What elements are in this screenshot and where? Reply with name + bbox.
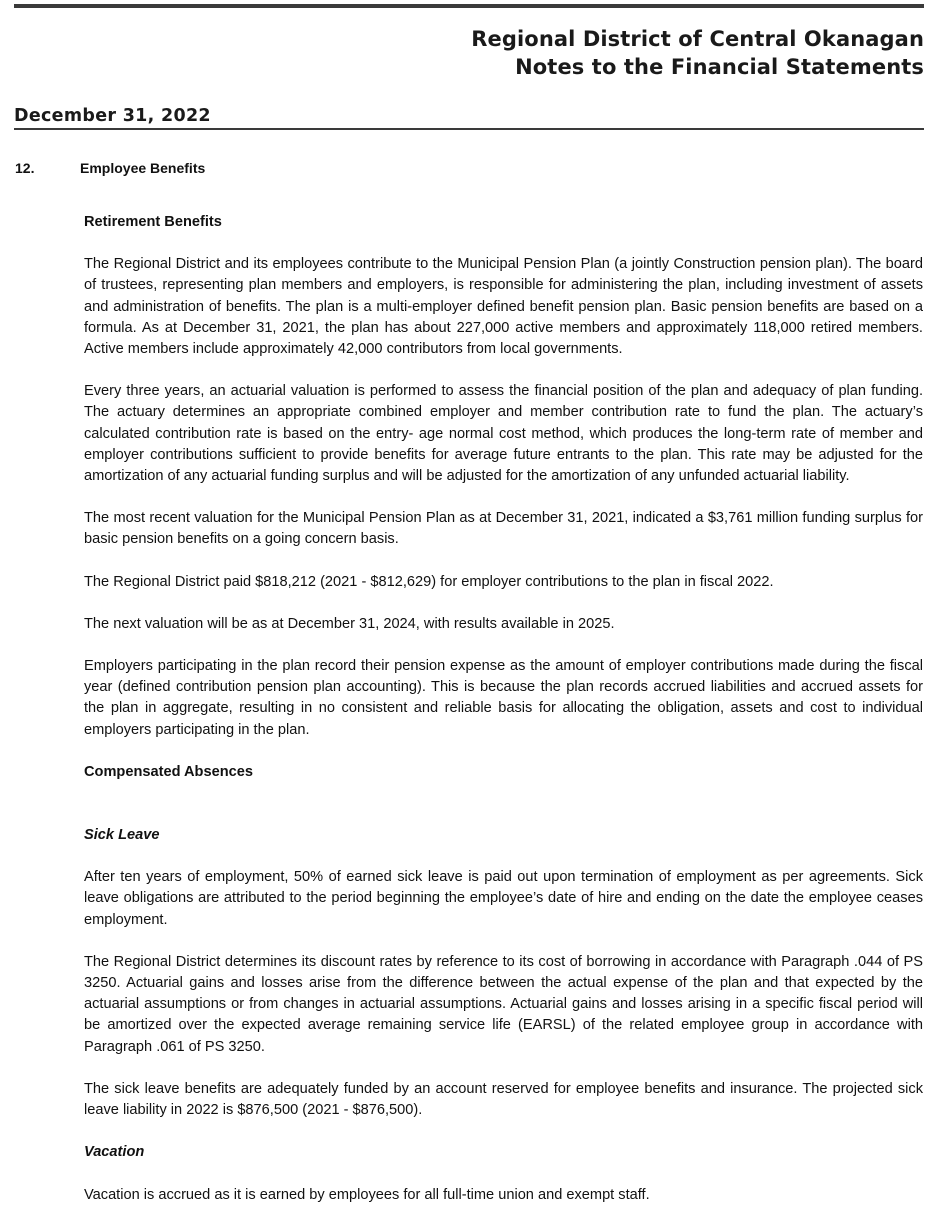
document-title: Notes to the Financial Statements [515,55,924,79]
notes-body [84,212,923,1227]
compensated-absences-heading: Compensated Absences [84,763,253,780]
organization-name: Regional District of Central Okanagan [471,27,924,51]
retirement-paragraph-5: The next valuation will be as at December 31, 2024, with results available in 2025. [84,615,615,632]
retirement-paragraph-3: The most recent valuation for the Municipal Pension Plan as at December 31, 2021, indicated a $3,761 million funding surplus for basic pension benefits on a going concern basis. [84,510,923,548]
section-title: Employee Benefits [80,160,206,176]
sick-leave-paragraph-2: The Regional District determines its discount rates by reference to its cost of borrowing in accordance with Paragraph .044 of PS 3250. Actuarial gains and losses arise from the difference between the actual expense of the plan and that expected by the actuarial assumptions or from changes in actuarial assumptions. Actuarial gains and losses arising in a specific fiscal period will be amortized over the expected average remaining service life (EARSL) of the related employee group in accordance with Paragraph .061 of PS 3250. [84,953,923,1055]
spacer [84,804,923,825]
vacation-heading: Vacation [84,1144,145,1161]
top-rule [14,4,924,8]
section-number: 12. [15,160,35,176]
retirement-benefits-heading: Retirement Benefits [84,214,222,230]
vacation-paragraph-1: Vacation is accrued as it is earned by employees for all full-time union and exempt staff. [84,1186,650,1203]
retirement-paragraph-6: Employers participating in the plan record their pension expense as the amount of employer contributions made during the fiscal year (defined contribution pension plan accounting). This is because the plan records accrued liabilities and accrued assets for the plan in aggregate, resulting in no consistent and reliable basis for allocating the obligation, assets and cost to individual employers participating in the plan. [84,658,923,738]
sick-leave-paragraph-1: After ten years of employment, 50% of earned sick leave is paid out upon termination of employment as per agreements. Sick leave obligations are attributed to the period beginning the employee’s date of hire and ending on the date the employee ceases employment. [84,869,923,928]
document-header [471,25,924,81]
retirement-paragraph-2: Every three years, an actuarial valuation is performed to assess the financial position of the plan and adequacy of plan funding. The actuary determines an appropriate combined employer and member contribution rate to fund the plan. The actuary’s calculated contribution rate is based on the entry- age normal cost method, which produces the long-term rate of member and employer contributions sufficient to provide benefits for average future entrants to the plan. This rate may be adjusted for the amortization of any actuarial funding surplus and will be adjusted for the amortization of any unfunded actuarial liability. [84,383,923,485]
statement-date: December 31, 2022 [14,106,211,126]
sick-leave-paragraph-3: The sick leave benefits are adequately funded by an account reserved for employee benefits and insurance. The projected sick leave liability in 2022 is $876,500 (2021 - $876,500). [84,1080,923,1119]
date-rule [14,128,924,130]
retirement-paragraph-4: The Regional District paid $818,212 (2021 - $812,629) for employer contributions to the plan in fiscal 2022. [84,573,774,590]
retirement-paragraph-1: The Regional District and its employees contribute to the Municipal Pension Plan (a jointly Construction pension plan). The board of trustees, representing plan members and employers, is responsible for administering the plan, including investment of assets and administration of benefits. The plan is a multi-employer defined benefit pension plan. Basic pension benefits are based on a formula. As at December 31, 2021, the plan has about 227,000 active members and approximately 118,000 retired members. Active members include approximately 42,000 contributors from local governments. [84,256,923,358]
sick-leave-heading: Sick Leave [84,827,160,844]
